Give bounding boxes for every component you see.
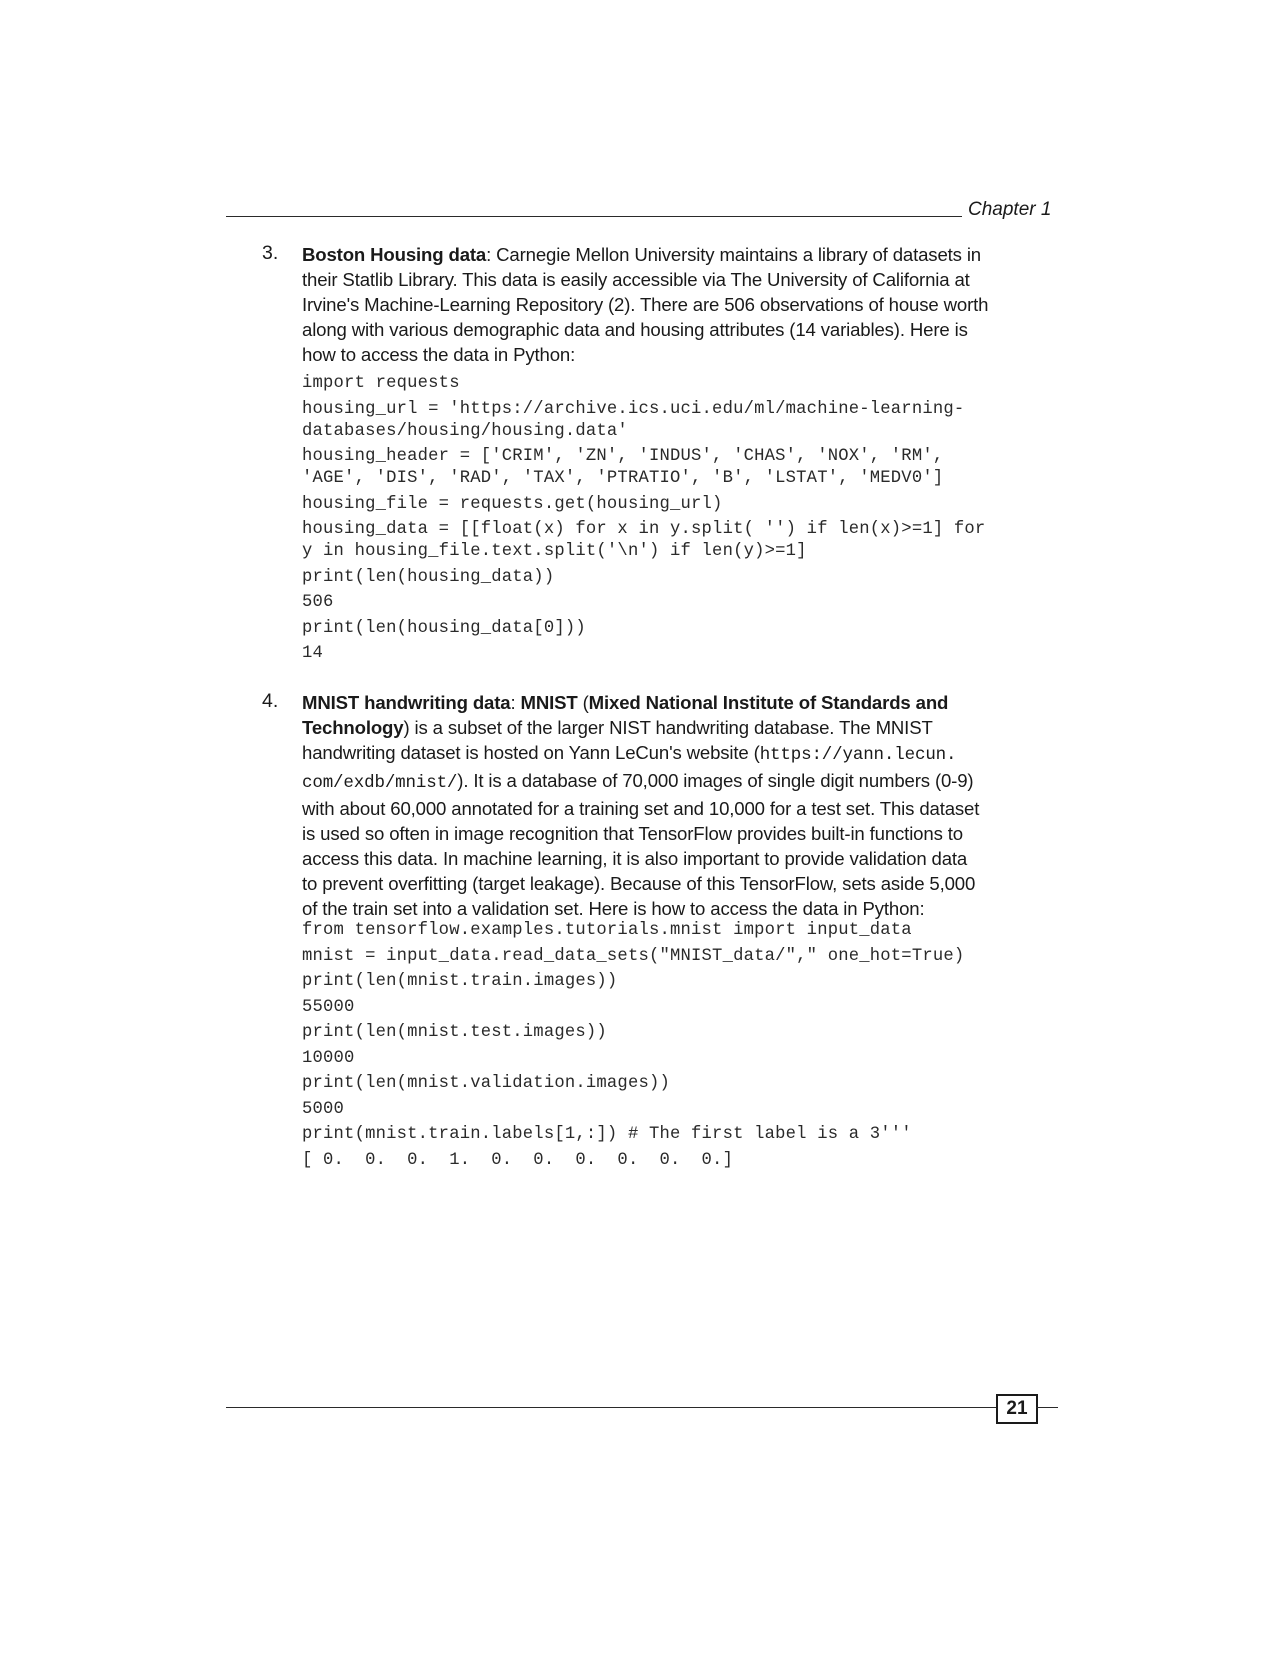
code-line: 506 xyxy=(302,593,334,612)
code-line: y in housing_file.text.split('\n') if len(y)>=1] xyxy=(302,542,807,561)
code-line: housing_url = 'https://archive.ics.uci.edu/ml/machine-learning- xyxy=(302,399,965,419)
code-line: databases/housing/housing.data' xyxy=(302,421,628,441)
code-line: print(len(housing_data[0])) xyxy=(302,618,586,638)
chapter-label: Chapter 1 xyxy=(968,199,1052,220)
boston-code-block xyxy=(302,373,1062,665)
code-line: from tensorflow.examples.tutorials.mnist import input_data xyxy=(302,921,912,940)
footer-rule xyxy=(226,1407,996,1408)
boston-description: Boston Housing data: Carnegie Mellon University maintains a library of datasets in their Statlib Library. This data is easily accessible via The University of California at Irvine's Machine-Learning Repository (2). There are 506 observations of house worth along with various demographic data and housing attributes (14 variables). Here is how to access the data in Python: xyxy=(302,244,989,365)
footer-rule-right xyxy=(1036,1407,1058,1408)
mnist-description: MNIST handwriting data: MNIST (Mixed National Institute of Standards and Technology) is a subset of the larger NIST handwriting database. The MNIST handwriting dataset is hosted on Yann LeCun's website (https://yann.lecun. com/exdb/mnist/). It is a database of 70,000 images of single digit numbers (0-9) with about 60,000 annotated for a training set and 10,000 for a test set. This dataset is used so often in image recognition that TensorFlow provides built-in functions to access this data. In machine learning, it is also important to provide validation data to prevent overfitting (target leakage). Because of this TensorFlow, sets aside 5,000 of the train set into a validation set. Here is how to access the data in Python: xyxy=(302,692,980,919)
code-line: print(len(housing_data)) xyxy=(302,567,555,587)
code-line: mnist = input_data.read_data_sets("MNIST_data/"," one_hot=True) xyxy=(302,946,965,966)
code-line: 5000 xyxy=(302,1099,345,1119)
mnist-title: MNIST handwriting data xyxy=(302,692,511,713)
code-line: housing_data = [[float(x) for x in y.split( '') if len(x)>=1] for xyxy=(302,520,986,539)
code-line: [ 0. 0. 0. 1. 0. 0. 0. 0. 0. 0.] xyxy=(302,1150,734,1170)
code-line: housing_header = ['CRIM', 'ZN', 'INDUS', 'CHAS', 'NOX', 'RM', xyxy=(302,447,944,466)
code-line: 10000 xyxy=(302,1048,355,1068)
code-line: 'AGE', 'DIS', 'RAD', 'TAX', 'PTRATIO', 'B', 'LSTAT', 'MEDV0'] xyxy=(302,469,944,488)
code-line: print(len(mnist.validation.images)) xyxy=(302,1074,670,1093)
code-line: print(len(mnist.test.images)) xyxy=(302,1023,607,1042)
code-line: print(len(mnist.train.images)) xyxy=(302,972,618,991)
mnist-url-cont[interactable]: com/exdb/mnist/ xyxy=(302,773,458,793)
list-number: 3. xyxy=(262,242,279,264)
list-number: 4. xyxy=(262,690,279,712)
code-line: import requests xyxy=(302,374,460,393)
code-line: 55000 xyxy=(302,997,355,1017)
code-line: housing_file = requests.get(housing_url) xyxy=(302,494,723,514)
mnist-code-block xyxy=(302,920,1062,1172)
boston-title: Boston Housing data xyxy=(302,244,487,265)
mnist-url[interactable]: https://yann.lecun. xyxy=(759,745,957,765)
header-rule xyxy=(226,216,962,217)
code-line: print(mnist.train.labels[1,:]) # The first label is a 3''' xyxy=(302,1125,912,1144)
code-line: 14 xyxy=(302,644,324,663)
page-number: 21 xyxy=(996,1394,1038,1424)
